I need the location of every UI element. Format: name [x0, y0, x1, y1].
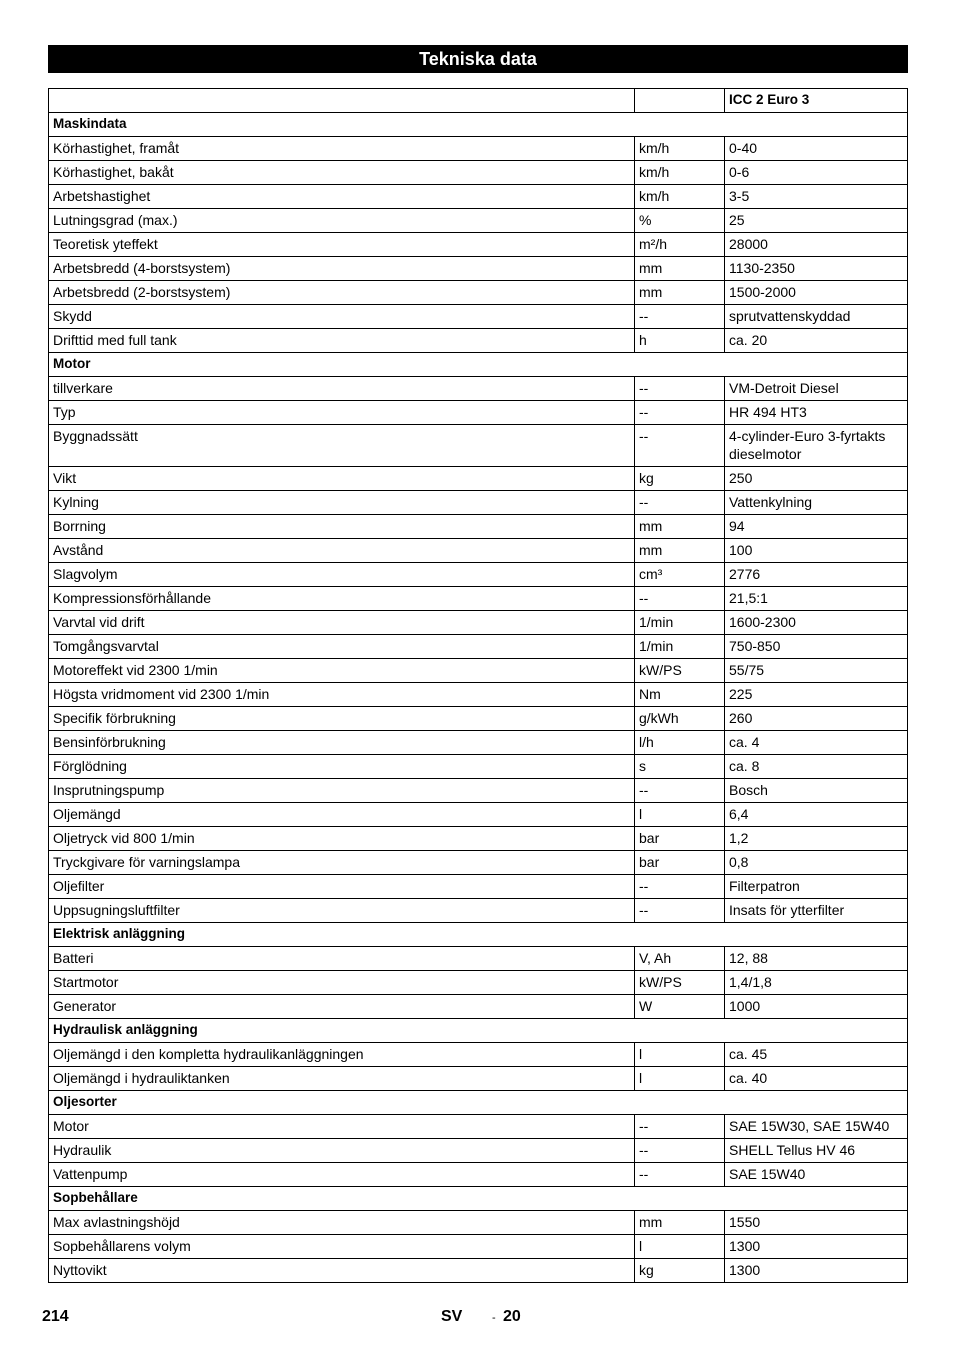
- row-unit: km/h: [635, 185, 725, 209]
- table-row: [49, 707, 908, 731]
- row-label: Körhastighet, framåt: [49, 137, 635, 161]
- row-label: Byggnadssätt: [49, 425, 635, 467]
- row-label: Hydraulik: [49, 1139, 635, 1163]
- row-value: 25: [725, 209, 908, 233]
- table-row: [49, 467, 908, 491]
- row-label: Varvtal vid drift: [49, 611, 635, 635]
- row-unit: --: [635, 491, 725, 515]
- row-label: Bensinförbrukning: [49, 731, 635, 755]
- table-row: [49, 875, 908, 899]
- row-label: Oljetryck vid 800 1/min: [49, 827, 635, 851]
- header-unit-cell: [635, 89, 725, 113]
- table-row: [49, 947, 908, 971]
- row-value: 260: [725, 707, 908, 731]
- table-row: [49, 1163, 908, 1187]
- row-unit: kg: [635, 1259, 725, 1283]
- row-label: Lutningsgrad (max.): [49, 209, 635, 233]
- row-value: SAE 15W40: [725, 1163, 908, 1187]
- table-body: [49, 89, 908, 1283]
- row-unit: bar: [635, 851, 725, 875]
- row-unit: --: [635, 1163, 725, 1187]
- table-row: [49, 515, 908, 539]
- row-value: Bosch: [725, 779, 908, 803]
- table-row: [49, 425, 908, 467]
- row-label: Sopbehållarens volym: [49, 1235, 635, 1259]
- row-label: Motoreffekt vid 2300 1/min: [49, 659, 635, 683]
- table-row: [49, 803, 908, 827]
- row-unit: --: [635, 779, 725, 803]
- section-row: [49, 353, 908, 377]
- table-row: [49, 995, 908, 1019]
- page-title: Tekniska data: [48, 45, 908, 73]
- table-row: [49, 1043, 908, 1067]
- table-row: [49, 731, 908, 755]
- table-row: [49, 851, 908, 875]
- row-value: 750-850: [725, 635, 908, 659]
- row-unit: 1/min: [635, 635, 725, 659]
- row-value: 12, 88: [725, 947, 908, 971]
- row-label: Oljefilter: [49, 875, 635, 899]
- row-unit: mm: [635, 515, 725, 539]
- technical-data-table: [48, 88, 908, 1283]
- row-unit: kW/PS: [635, 659, 725, 683]
- row-unit: l/h: [635, 731, 725, 755]
- row-label: Arbetshastighet: [49, 185, 635, 209]
- section-heading: Hydraulisk anläggning: [49, 1019, 908, 1043]
- row-unit: 1/min: [635, 611, 725, 635]
- row-value: 225: [725, 683, 908, 707]
- row-unit: --: [635, 587, 725, 611]
- table-row: [49, 233, 908, 257]
- table-row: [49, 587, 908, 611]
- table-row: [49, 827, 908, 851]
- row-unit: l: [635, 803, 725, 827]
- table-row: [49, 185, 908, 209]
- row-value: 1550: [725, 1211, 908, 1235]
- row-label: tillverkare: [49, 377, 635, 401]
- table-row: [49, 1235, 908, 1259]
- row-value: 94: [725, 515, 908, 539]
- row-value: 28000: [725, 233, 908, 257]
- table-row: [49, 257, 908, 281]
- row-label: Typ: [49, 401, 635, 425]
- row-value: 6,4: [725, 803, 908, 827]
- row-label: Oljemängd i hydrauliktanken: [49, 1067, 635, 1091]
- section-row: [49, 113, 908, 137]
- row-value: 1,4/1,8: [725, 971, 908, 995]
- row-label: Arbetsbredd (2-borstsystem): [49, 281, 635, 305]
- section-heading: Sopbehållare: [49, 1187, 908, 1211]
- table-header-row: [49, 89, 908, 113]
- table-row: [49, 329, 908, 353]
- row-value: HR 494 HT3: [725, 401, 908, 425]
- section-row: [49, 1019, 908, 1043]
- row-label: Skydd: [49, 305, 635, 329]
- row-value: 55/75: [725, 659, 908, 683]
- row-label: Tryckgivare för varningslampa: [49, 851, 635, 875]
- row-unit: --: [635, 1139, 725, 1163]
- row-unit: l: [635, 1235, 725, 1259]
- row-label: Borrning: [49, 515, 635, 539]
- table-row: [49, 161, 908, 185]
- table-row: [49, 971, 908, 995]
- row-unit: V, Ah: [635, 947, 725, 971]
- row-value: 1500-2000: [725, 281, 908, 305]
- row-label: Motor: [49, 1115, 635, 1139]
- row-value: 3-5: [725, 185, 908, 209]
- row-value: ca. 45: [725, 1043, 908, 1067]
- row-value: 1600-2300: [725, 611, 908, 635]
- section-heading: Oljesorter: [49, 1091, 908, 1115]
- table-row: [49, 377, 908, 401]
- row-label: Specifik förbrukning: [49, 707, 635, 731]
- table-row: [49, 401, 908, 425]
- row-label: Körhastighet, bakåt: [49, 161, 635, 185]
- row-label: Vattenpump: [49, 1163, 635, 1187]
- row-label: Högsta vridmoment vid 2300 1/min: [49, 683, 635, 707]
- row-unit: Nm: [635, 683, 725, 707]
- row-value: 1000: [725, 995, 908, 1019]
- row-label: Oljemängd i den kompletta hydraulikanläggningen: [49, 1043, 635, 1067]
- model-name: ICC 2 Euro 3: [725, 89, 908, 113]
- section-heading: Motor: [49, 353, 908, 377]
- row-unit: cm³: [635, 563, 725, 587]
- page-number: 214: [42, 1308, 69, 1325]
- row-unit: --: [635, 1115, 725, 1139]
- row-unit: --: [635, 875, 725, 899]
- row-unit: --: [635, 377, 725, 401]
- row-label: Avstånd: [49, 539, 635, 563]
- language-code: SV: [441, 1308, 463, 1325]
- table-row: [49, 137, 908, 161]
- table-row: [49, 1067, 908, 1091]
- row-value: 2776: [725, 563, 908, 587]
- row-value: Insats för ytterfilter: [725, 899, 908, 923]
- row-label: Uppsugningsluftfilter: [49, 899, 635, 923]
- row-value: Vattenkylning: [725, 491, 908, 515]
- sub-page-number: 20: [503, 1308, 521, 1325]
- header-label-cell: [49, 89, 635, 113]
- row-unit: --: [635, 425, 725, 467]
- row-label: Insprutningspump: [49, 779, 635, 803]
- table-row: [49, 1115, 908, 1139]
- row-unit: --: [635, 305, 725, 329]
- row-label: Teoretisk yteffekt: [49, 233, 635, 257]
- row-unit: l: [635, 1043, 725, 1067]
- table-row: [49, 659, 908, 683]
- table-row: [49, 611, 908, 635]
- row-value: 1130-2350: [725, 257, 908, 281]
- row-label: Slagvolym: [49, 563, 635, 587]
- row-unit: kg: [635, 467, 725, 491]
- row-value: SAE 15W30, SAE 15W40: [725, 1115, 908, 1139]
- section-heading: Maskindata: [49, 113, 908, 137]
- row-label: Batteri: [49, 947, 635, 971]
- row-value: 4-cylinder-Euro 3-fyrtakts dieselmotor: [725, 425, 908, 467]
- table-row: [49, 281, 908, 305]
- row-value: SHELL Tellus HV 46: [725, 1139, 908, 1163]
- table-row: [49, 1139, 908, 1163]
- row-label: Arbetsbredd (4-borstsystem): [49, 257, 635, 281]
- section-heading: Elektrisk anläggning: [49, 923, 908, 947]
- row-label: Vikt: [49, 467, 635, 491]
- row-value: Filterpatron: [725, 875, 908, 899]
- table-row: [49, 539, 908, 563]
- row-value: 0-6: [725, 161, 908, 185]
- row-value: 0,8: [725, 851, 908, 875]
- row-label: Förglödning: [49, 755, 635, 779]
- table-row: [49, 635, 908, 659]
- row-label: Startmotor: [49, 971, 635, 995]
- row-label: Nyttovikt: [49, 1259, 635, 1283]
- row-unit: km/h: [635, 137, 725, 161]
- table-row: [49, 305, 908, 329]
- row-value: ca. 40: [725, 1067, 908, 1091]
- table-row: [49, 1259, 908, 1283]
- row-value: 1,2: [725, 827, 908, 851]
- row-label: Max avlastningshöjd: [49, 1211, 635, 1235]
- row-unit: W: [635, 995, 725, 1019]
- row-unit: mm: [635, 1211, 725, 1235]
- row-label: Kylning: [49, 491, 635, 515]
- section-row: [49, 1187, 908, 1211]
- row-label: Kompressionsförhållande: [49, 587, 635, 611]
- row-value: 0-40: [725, 137, 908, 161]
- row-unit: h: [635, 329, 725, 353]
- row-value: ca. 4: [725, 731, 908, 755]
- row-label: Drifttid med full tank: [49, 329, 635, 353]
- row-label: Tomgångsvarvtal: [49, 635, 635, 659]
- row-unit: l: [635, 1067, 725, 1091]
- row-label: Oljemängd: [49, 803, 635, 827]
- row-unit: s: [635, 755, 725, 779]
- row-unit: --: [635, 899, 725, 923]
- row-unit: kW/PS: [635, 971, 725, 995]
- row-unit: mm: [635, 257, 725, 281]
- row-value: 21,5:1: [725, 587, 908, 611]
- row-value: ca. 8: [725, 755, 908, 779]
- row-unit: km/h: [635, 161, 725, 185]
- row-value: 1300: [725, 1259, 908, 1283]
- row-unit: %: [635, 209, 725, 233]
- row-unit: mm: [635, 281, 725, 305]
- row-unit: g/kWh: [635, 707, 725, 731]
- row-value: 250: [725, 467, 908, 491]
- row-label: Generator: [49, 995, 635, 1019]
- table-row: [49, 491, 908, 515]
- row-unit: --: [635, 401, 725, 425]
- row-value: 100: [725, 539, 908, 563]
- section-row: [49, 1091, 908, 1115]
- row-unit: bar: [635, 827, 725, 851]
- row-unit: m²/h: [635, 233, 725, 257]
- table-row: [49, 563, 908, 587]
- table-row: [49, 755, 908, 779]
- table-row: [49, 209, 908, 233]
- table-row: [49, 1211, 908, 1235]
- table-row: [49, 899, 908, 923]
- row-value: 1300: [725, 1235, 908, 1259]
- row-value: VM-Detroit Diesel: [725, 377, 908, 401]
- page-separator: -: [492, 1312, 496, 1324]
- row-unit: mm: [635, 539, 725, 563]
- row-value: sprutvattenskyddad: [725, 305, 908, 329]
- section-row: [49, 923, 908, 947]
- row-value: ca. 20: [725, 329, 908, 353]
- table-row: [49, 779, 908, 803]
- table-row: [49, 683, 908, 707]
